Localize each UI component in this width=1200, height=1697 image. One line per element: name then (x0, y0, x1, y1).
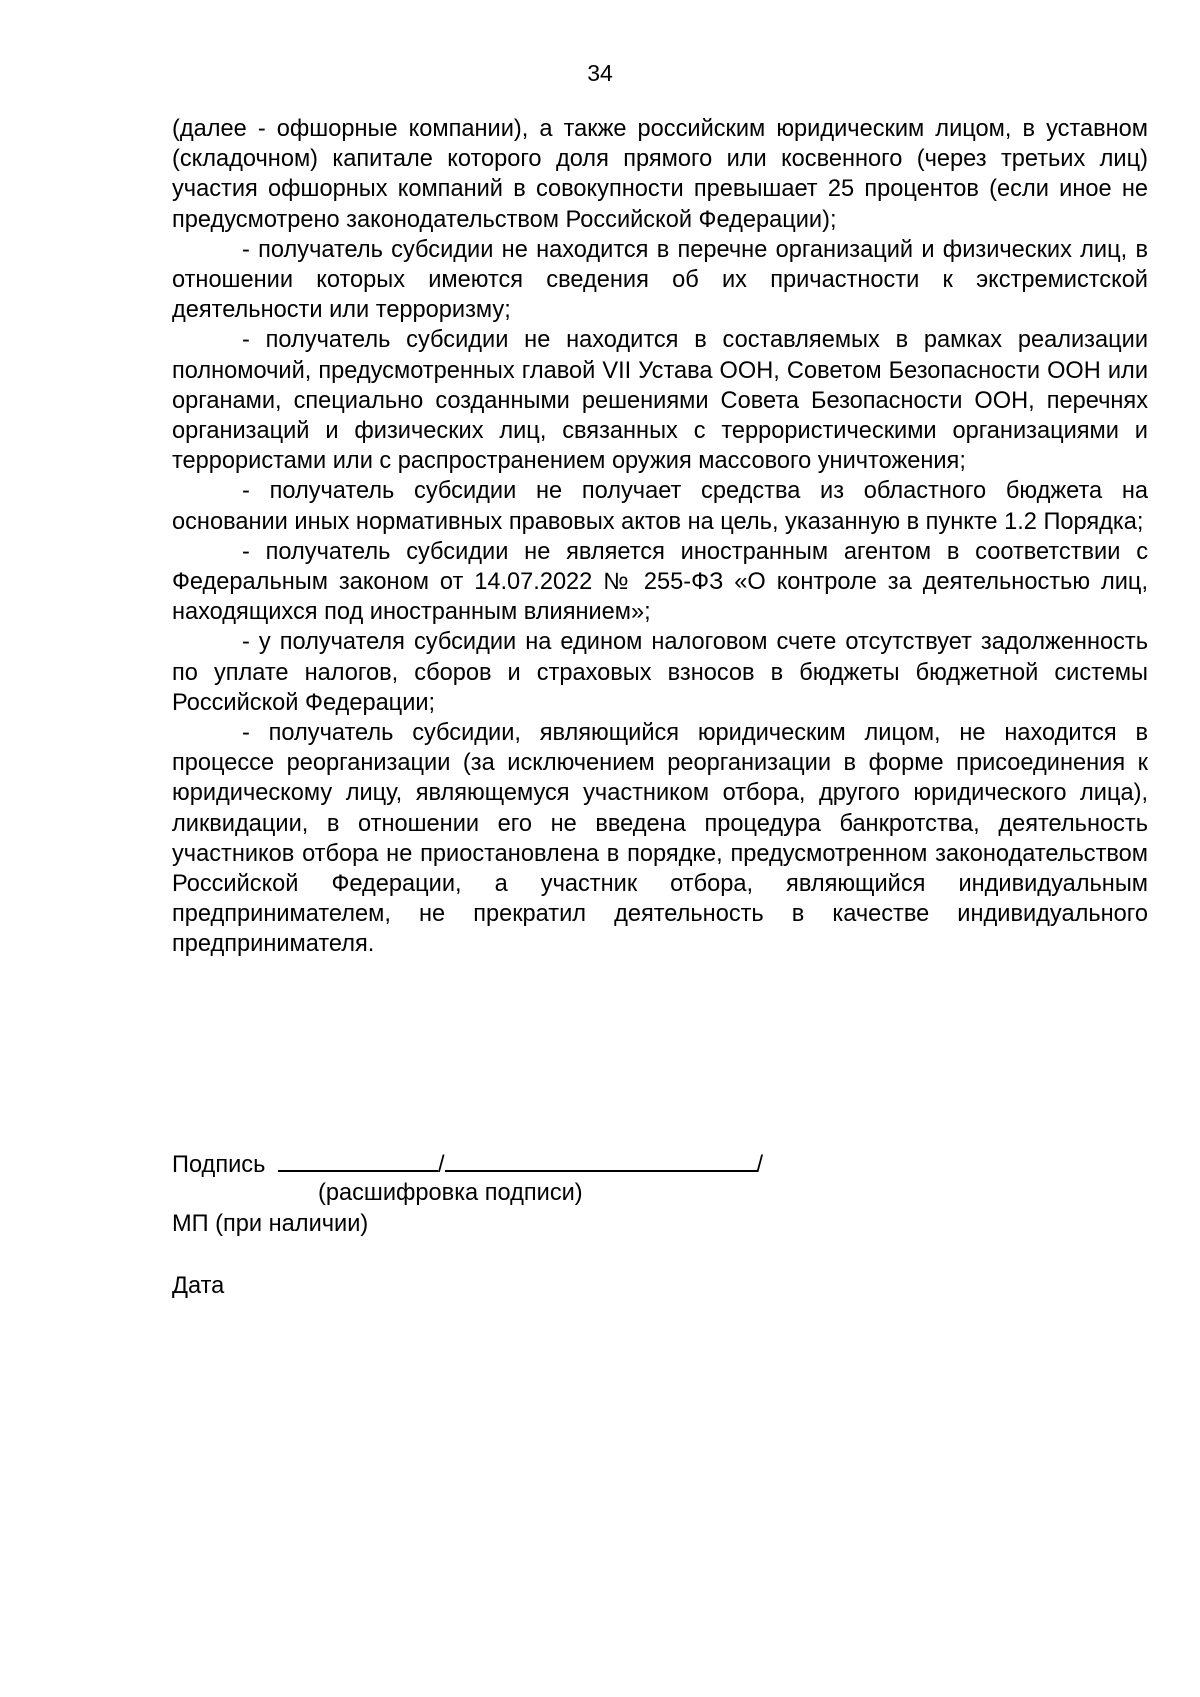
signature-block (172, 1148, 1148, 1301)
seal-label: МП (при наличии) (172, 1211, 369, 1237)
page-number: 34 (587, 60, 613, 86)
paragraph-foreign-agent: - получатель субсидии не является иностранным агентом в соответствии с Федеральным законом от 14.07.2022 № 255-ФЗ «О контроле за деятельностью лиц, находящихся под иностранным влиянием»; (172, 538, 1148, 626)
paragraph-regional-budget-funds: - получатель субсидии не получает средства из областного бюджета на основании иных нормативных правовых актов на цель, указанную в пункте 1.2 Порядка; (172, 478, 1148, 535)
paragraph-reorganization-bankruptcy: - получатель субсидии, являющийся юридическим лицом, не находится в процессе реорганизации (за исключением реорганизации в форме присоединения к юридическому лицу, являющемуся участником отбора, другого юридического лица), ликвидации, в отношении его не введена процедура банкротства, деятельность участников отбора не приостановлена в порядке, предусмотренном законодательством Российской Федерации, а участник отбора, являющийся индивидуальным предпринимателем, не прекратил деятельность в качестве индивидуального предпринимателя. (172, 720, 1148, 958)
signature-line (172, 1148, 1148, 1178)
date-label: Дата (172, 1273, 225, 1299)
paragraph-un-security-council-list: - получатель субсидии не находится в составляемых в рамках реализации полномочий, предусмотренных главой VII Устава ООН, Советом Безопасности ООН или органами, специально созданными решениями Совета Безопасности ООН, перечнях организаций и физических лиц, связанных с террористическими организациями и террористами или с распространением оружия массового уничтожения; (172, 327, 1148, 475)
paragraph-offshore-continuation: (далее - офшорные компании), а также российским юридическим лицом, в уставном (складочном) капитале которого доля прямого или косвенного (через третьих лиц) участия офшорных компаний в совокупности превышает 25 процентов (если иное не предусмотрено законодательством Российской Федерации); (172, 116, 1148, 233)
document-body (172, 114, 1148, 960)
signature-field (278, 1148, 438, 1172)
paragraph-extremism-list: - получатель субсидии не находится в перечне организаций и физических лиц, в отношении которых имеются сведения об их причастности к экстремистской деятельности или терроризму; (172, 236, 1148, 324)
signature-separator: / (437, 1152, 445, 1178)
signature-end-mark: / (756, 1152, 764, 1178)
signature-label: Подпись (172, 1152, 266, 1178)
paragraph-tax-debt: - у получателя субсидии на едином налоговом счете отсутствует задолженность по уплате налогов, сборов и страховых взносов в бюджеты бюджетной системы Российской Федерации; (172, 629, 1148, 716)
signature-caption: (расшифровка подписи) (318, 1180, 583, 1206)
signature-decoding-field (445, 1148, 757, 1172)
